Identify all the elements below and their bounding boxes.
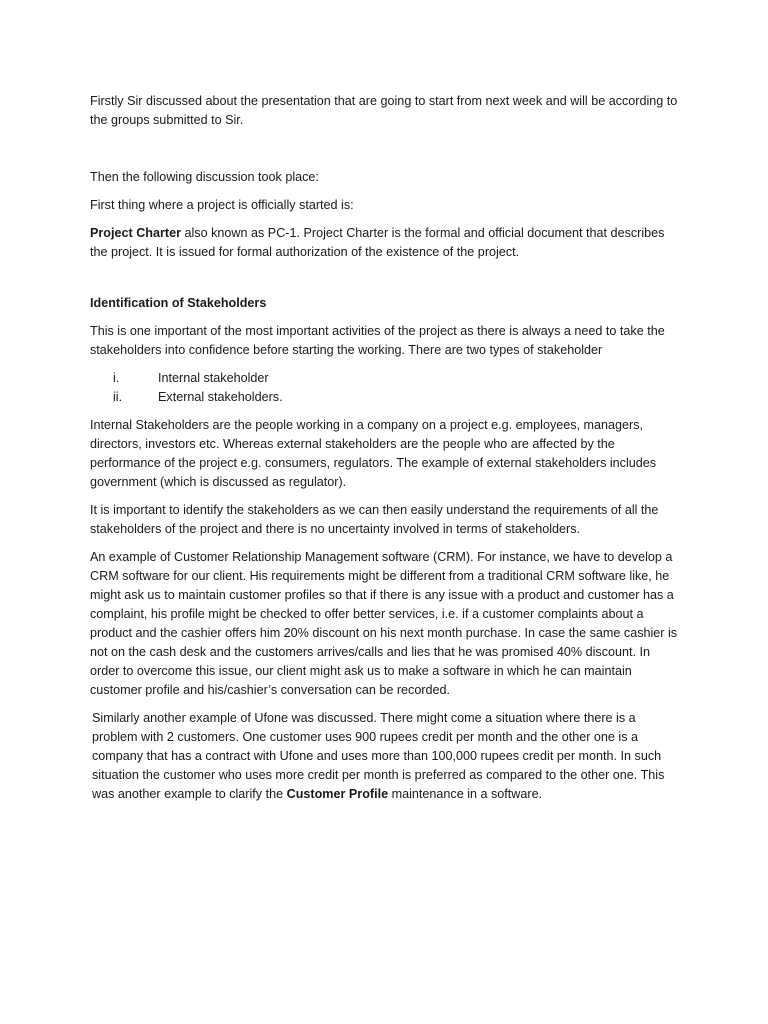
- list-marker: i.: [113, 371, 120, 385]
- paragraph-crm-example: An example of Customer Relationship Management software (CRM). For instance, we have to develop a CRM software for our client. His requirements might be different from a traditional CRM software like, he might ask us to maintain customer profiles so that if there is any issue with a product and customer has a complaint, his profile might be checked to offer better services, i.e. if a customer complaints about a product and the cashier offers him 20% discount on his next month purchase. In case the same cashier is not on the cash desk and the customers arrives/calls and lies that he was promised 40% discount. In order to overcome this issue, our client might ask us to make a software in which he can maintain customer profile and his/cashier’s conversation can be recorded.: [90, 550, 678, 697]
- paragraph-stakeholders-intro: This is one important of the most important activities of the project as there is always a need to take the stakeholders into confidence before starting the working. There are two types of stakeholder: [90, 324, 665, 357]
- list-item: [90, 369, 682, 388]
- paragraph-ufone-example: [90, 709, 682, 804]
- list-item-text: Internal stakeholder: [158, 371, 269, 385]
- stakeholder-list: [90, 369, 682, 407]
- paragraph-identify-importance: It is important to identify the stakeholders as we can then easily understand the requirements of all the stakeholders of the project and there is no uncertainty involved in terms of stakeholders.: [90, 503, 659, 536]
- project-charter-description: also known as PC-1. Project Charter is the formal and official document that describes the project. It is issued for formal authorization of the existence of the project.: [90, 226, 665, 259]
- term-customer-profile: Customer Profile: [286, 787, 389, 801]
- ufone-example-text: Similarly another example of Ufone was discussed. There might come a situation where there is a problem with 2 customers. One customer uses 900 rupees credit per month and the other one is a company that has a contract with Ufone and uses more than 100,000 rupees credit per month. In such situation the customer who uses more credit per month is preferred as compared to the other one. This was another example to clarify the: [92, 711, 665, 801]
- list-item: [90, 388, 682, 407]
- section-heading: Identification of Stakeholders: [90, 296, 267, 310]
- paragraph-project-charter: [90, 224, 682, 262]
- paragraph-discussion: Then the following discussion took place:: [90, 170, 319, 184]
- paragraph-first-thing: First thing where a project is officially started is:: [90, 198, 354, 212]
- paragraph-internal-external: Internal Stakeholders are the people working in a company on a project e.g. employees, managers, directors, investors etc. Whereas external stakeholders are the people who are affected by the performance of the project e.g. consumers, regulators. The example of external stakeholders includes government (which is discussed as regulator).: [90, 418, 657, 489]
- term-project-charter: Project Charter: [90, 226, 181, 240]
- document-body: [90, 92, 682, 813]
- paragraph-intro: Firstly Sir discussed about the presentation that are going to start from next week and will be according to the groups submitted to Sir.: [90, 94, 678, 127]
- list-marker: ii.: [113, 390, 123, 404]
- list-item-text: External stakeholders.: [158, 390, 283, 404]
- ufone-example-end: maintenance in a software.: [388, 787, 543, 801]
